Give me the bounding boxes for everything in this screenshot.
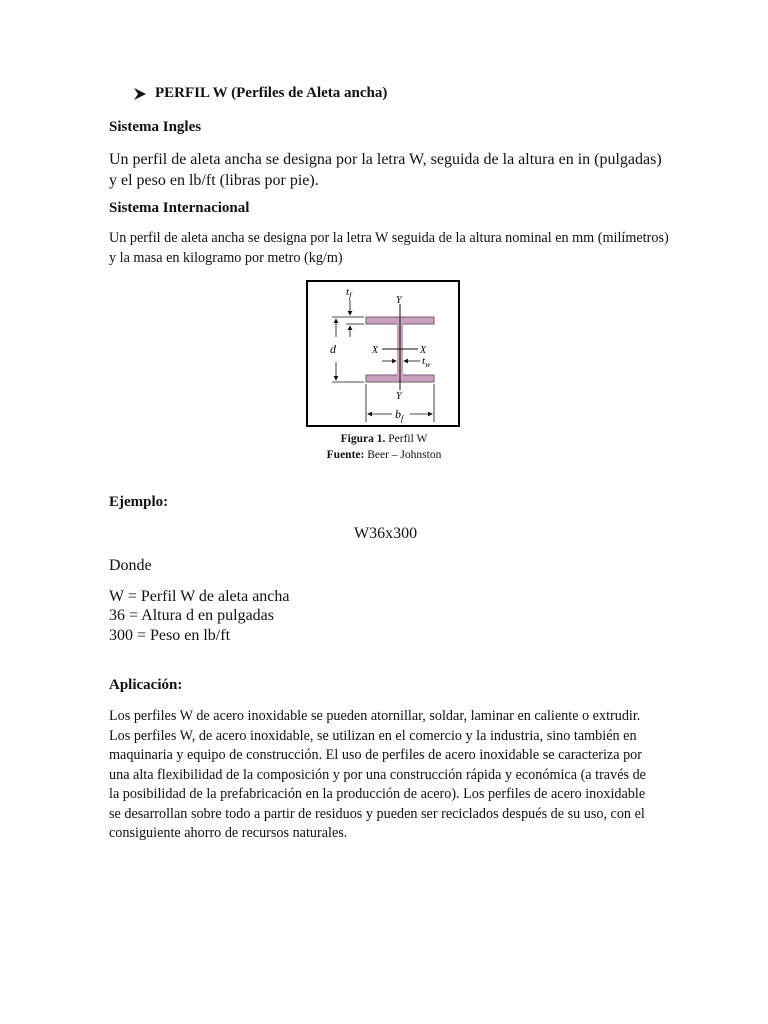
ejemplo-item: 36 = Altura d en pulgadas: [109, 607, 274, 624]
sistema-ingles-title: Sistema Ingles: [109, 119, 202, 135]
ejemplo-donde: Donde: [109, 557, 152, 574]
ejemplo-title: Ejemplo:: [109, 494, 169, 510]
y-axis-top-label: Y: [396, 295, 402, 306]
figure-source-label: Fuente:: [326, 449, 365, 461]
sistema-ingles-text: Un perfil de aleta ancha se designa por la letra W, seguida de la altura en in (pulgadas) y el peso en lb/ft (libras por pie).: [109, 151, 662, 189]
tf-label: $t_f$: [346, 286, 352, 300]
section-heading: [132, 85, 387, 102]
x-axis-right-label: X: [420, 345, 427, 356]
arrow-bullet-icon: [132, 86, 148, 102]
bf-label: $b_f$: [395, 407, 404, 423]
figure-source-text: Beer – Johnston: [364, 449, 442, 461]
figure-caption: [234, 433, 534, 445]
tw-label: $t_w$: [422, 355, 431, 369]
section-heading-title: PERFIL W (Perfiles de Aleta ancha): [155, 85, 388, 101]
w-profile-figure: [306, 280, 460, 427]
ejemplo-item: 300 = Peso en lb/ft: [109, 627, 231, 644]
sistema-internacional-title: Sistema Internacional: [109, 200, 250, 216]
aplicacion-title: Aplicación:: [109, 677, 183, 693]
figure-caption-label: Figura 1.: [340, 433, 386, 445]
ejemplo-designation: W36x300: [354, 525, 418, 542]
x-axis-left-label: X: [372, 345, 379, 356]
d-label: d: [330, 342, 336, 356]
figure-source: [234, 449, 534, 461]
w-profile-diagram: [308, 282, 458, 425]
ejemplo-item: W = Perfil W de aleta ancha: [109, 588, 290, 605]
y-axis-bottom-label: Y: [396, 391, 402, 402]
aplicacion-text: Los perfiles W de acero inoxidable se pueden atornillar, soldar, laminar en caliente o extrudir. Los perfiles W, de acero inoxidable, se utilizan en el comercio y la industria, sino también en maquinaria y equipo de construcción. El uso de perfiles de acero inoxidable se caracteriza por una alta flexibilidad de la composición y por una construcción rápida y económica (a través de la posibilidad de la prefabricación en la producción de acero). Los perfiles de acero inoxidable se desarrollan sobre todo a partir de residuos y pueden ser reciclados después de su uso, con el consiguiente ahorro de recursos naturales.: [109, 708, 646, 841]
figure-caption-text: Perfil W: [385, 433, 428, 445]
sistema-internacional-text: Un perfil de aleta ancha se designa por la letra W seguida de la altura nominal en mm (milímetros) y la masa en kilogramo por metro (kg/m): [109, 230, 669, 266]
